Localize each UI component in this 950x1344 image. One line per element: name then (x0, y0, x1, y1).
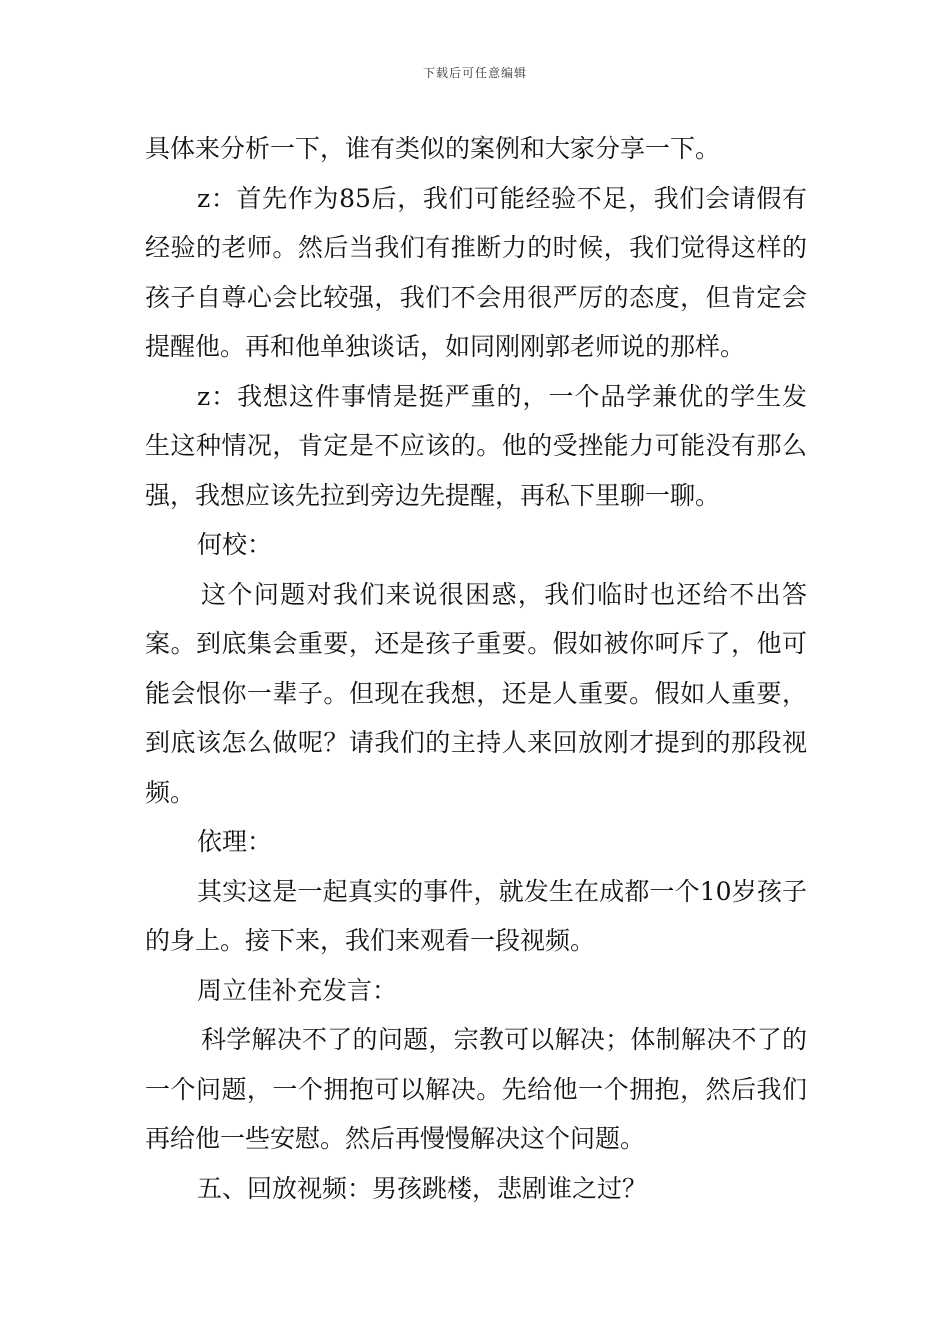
speaker-label-zhou-lijia: 周立佳补充发言： (197, 975, 398, 1005)
paragraph-he-xiao-remarks: 这个问题对我们来说很困惑，我们临时也还给不出答案。到底集会重要，还是孩子重要。假如被你呵斥了，他可能会恨你一辈子。但现在我想，还是人重要。假如人重要，到底该怎么做呢？请我们的主持人来回放刚才提到的那段视频。 (145, 579, 807, 807)
document-body (145, 124, 807, 1213)
paragraph-speaker-z-1: z：首先作为85后，我们可能经验不足，我们会请假有经验的老师。然后当我们有推断力的时候，我们觉得这样的孩子自尊心会比较强，我们不会用很严厉的态度，但肯定会提醒他。再和他单独谈话，如同刚刚郭老师说的那样。 (145, 183, 807, 361)
page-header-note: 下载后可任意编辑 (422, 66, 527, 80)
paragraph-speaker-z-2: z：我想这件事情是挺严重的，一个品学兼优的学生发生这种情况，肯定是不应该的。他的受挫能力可能没有那么强，我想应该先拉到旁边先提醒，再私下里聊一聊。 (145, 381, 807, 510)
section-heading-five: 五、回放视频：男孩跳楼，悲剧谁之过？ (197, 1173, 648, 1203)
paragraph-zhou-lijia-remarks: 科学解决不了的问题，宗教可以解决；体制解决不了的一个问题，一个拥抱可以解决。先给他一个拥抱，然后我们再给他一些安慰。然后再慢慢解决这个问题。 (145, 1025, 807, 1153)
speaker-label-yi-li: 依理： (197, 827, 273, 856)
speaker-label-he-xiao: 何校： (197, 530, 273, 559)
paragraph-yi-li-remarks: 其实这是一起真实的事件，就发生在成都一个10岁孩子的身上。接下来，我们来观看一段视频。 (145, 876, 807, 955)
paragraph-continuation: 具体来分析一下，谁有类似的案例和大家分享一下。 (145, 134, 721, 163)
